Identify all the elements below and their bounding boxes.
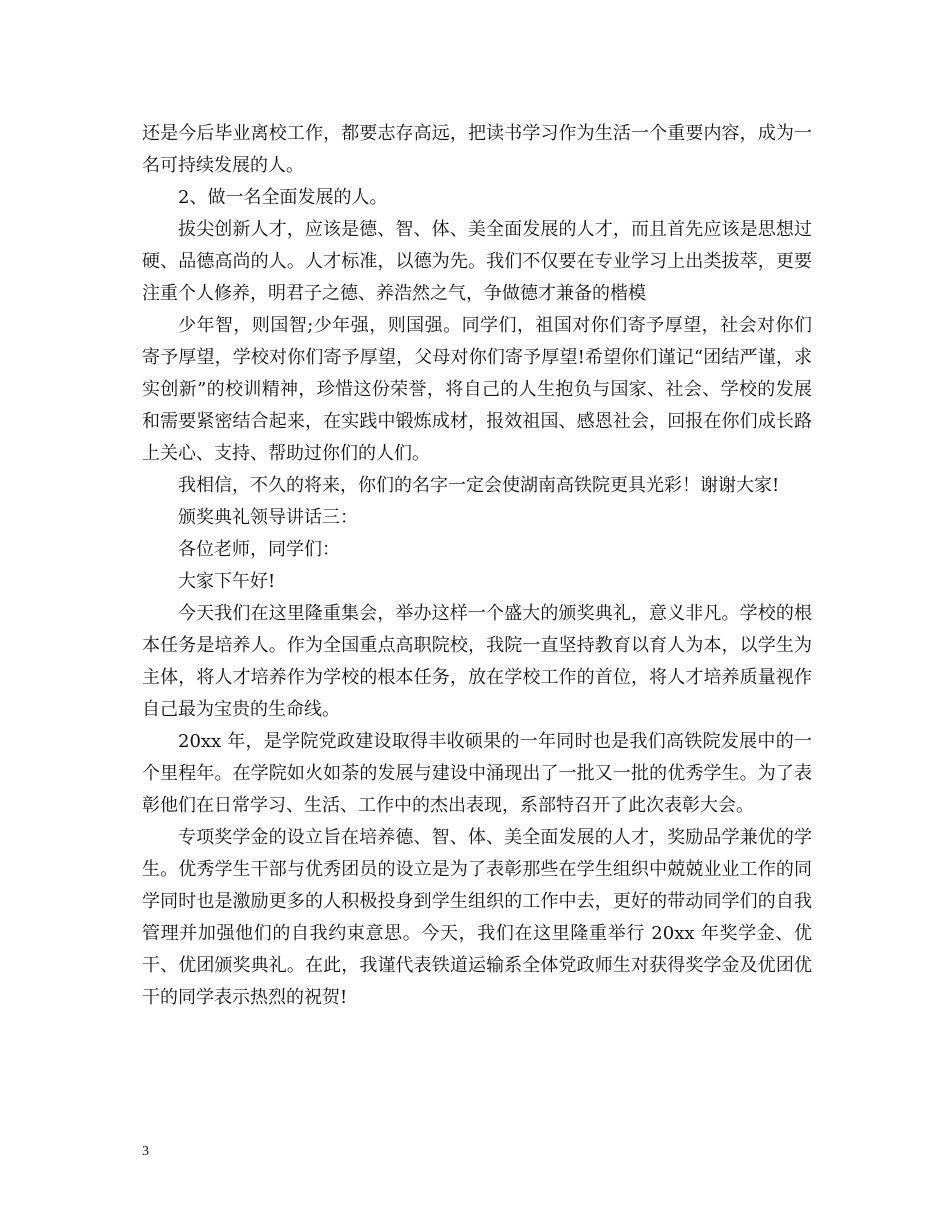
page-number: 3 xyxy=(142,1144,149,1159)
paragraph-continuation: 还是今后毕业离校工作，都要志存高远，把读书学习作为生活一个重要内容，成为一名可持续发展的人。 xyxy=(142,123,812,176)
paragraph-talent: 拔尖创新人才，应该是德、智、体、美全面发展的人才，而且首先应该是思想过硬、品德高尚的人。人才标准，以德为先。我们不仅要在专业学习上出类拔萃，更要注重个人修养，明君子之德、养浩然之气，争做德才兼备的楷模 xyxy=(142,219,812,304)
paragraph-ceremony: 今天我们在这里隆重集会，举办这样一个盛大的颁奖典礼，意义非凡。学校的根本任务是培养人。作为全国重点高职院校，我院一直坚持教育以育人为本，以学生为主体，将人才培养作为学校的根本任务，放在学校工作的首位，将人才培养质量视作自己最为宝贵的生命线。 xyxy=(142,603,812,720)
paragraph-youth: 少年智，则国智;少年强，则国强。同学们，祖国对你们寄予厚望，社会对你们寄予厚望，学校对你们寄予厚望，父母对你们寄予厚望!希望你们谨记“团结严谨，求实创新”的校训精神，珍惜这份荣誉，将自己的人生抱负与国家、社会、学校的发展和需要紧密结合起来，在实践中锻炼成材，报效祖国、感恩社会，回报在你们成长路上关心、支持、帮助过你们的人们。 xyxy=(142,315,812,464)
paragraph-salutation: 各位老师，同学们： xyxy=(178,539,340,560)
paragraph-closing: 我相信，不久的将来，你们的名字一定会使湖南高铁院更具光彩！谢谢大家! xyxy=(178,475,780,496)
paragraph-scholarship: 专项奖学金的设立旨在培养德、智、体、美全面发展的人才，奖励品学兼优的学生。优秀学生干部与优秀团员的设立是为了表彰那些在学生组织中兢兢业业工作的同学同时也是激励更多的人积极投身到学生组织的工作中去，更好的带动同学们的自我管理并加强他们的自我约束意思。今天，我们在这里隆重举行 20xx 年奖学金、优干、优团颁奖典礼。在此，我谨代表铁道运输系全体党政师生对获得奖学金及优团优干的同学表示热烈的祝贺! xyxy=(142,827,812,1008)
document-body xyxy=(142,118,812,1014)
paragraph-greeting: 大家下午好! xyxy=(178,571,276,592)
paragraph-year: 20xx 年，是学院党政建设取得丰收硕果的一年同时也是我们高铁院发展中的一个里程年。在学院如火如荼的发展与建设中涌现出了一批又一批的优秀学生。为了表彰他们在日常学习、生活、工作中的杰出表现，系部特召开了此次表彰大会。 xyxy=(142,731,812,816)
paragraph-heading-2: 2、做一名全面发展的人。 xyxy=(178,187,388,208)
paragraph-speech-title: 颁奖典礼领导讲话三： xyxy=(178,507,358,528)
